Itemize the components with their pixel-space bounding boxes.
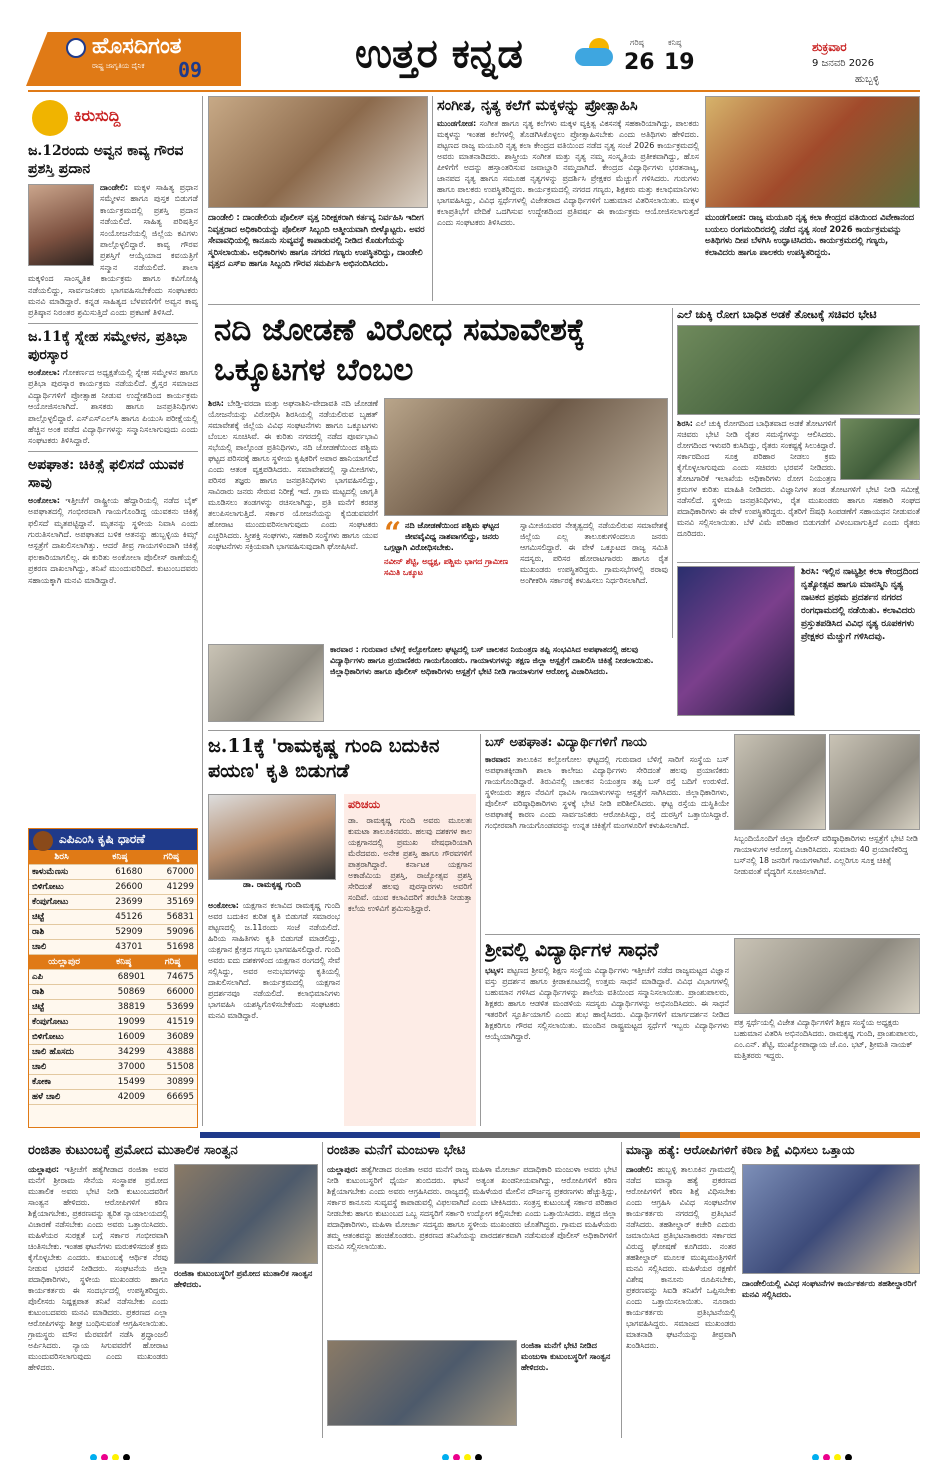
price-cell-max: 66000	[148, 985, 197, 1000]
price-cell-name: ಎಪಿ	[29, 970, 99, 985]
section-divider	[485, 934, 920, 935]
photo-caption: ದಾಂಡೇಲಿ : ದಾಂಡೇಲಿಯ ಪೊಲೀಸ್ ವೃತ್ತ ನಿರೀಕ್ಷಕರಾಗಿ ಕರ್ತವ್ಯ ನಿರ್ವಹಿಸಿ ಇದೀಗ ನಿವೃತ್ತರಾದ ಅಧಿಕಾರಿಯನ್ನು ಪೊಲೀಸ್ ಸಿಬ್ಬಂದಿ ಆತ್ಮೀಯವಾಗಿ ಬೀಳ್ಕೊಟ್ಟರು. ಅವರ ಸೇವಾವಧಿಯಲ್ಲಿ ಕಾನೂನು ಸುವ್ಯವಸ್ಥೆ ಕಾಪಾಡುವಲ್ಲಿ ನೀಡಿದ ಕೊಡುಗೆಯನ್ನು ಸ್ಮರಿಸಲಾಯಿತು. ಅಧಿಕಾರಿಗಳು ಹಾಗೂ ನಗರದ ಗಣ್ಯರು ಉಪಸ್ಥಿತರಿದ್ದು, ದಾಂಡೇಲಿ ವೃತ್ತದ ಎಸ್ಐ ಹಾಗೂ ಸಿಬ್ಬಂದಿ ಗೌರವ ಸಮರ್ಪಿಸಿ ಅಭಿನಂದಿಸಿದರು.	[208, 212, 425, 269]
stage-performance-photo	[677, 566, 795, 716]
dateline: ಮುಂಡಗೋಡ:	[437, 119, 477, 128]
price-cell-name: ಚಿಟ್ಟೆ	[29, 910, 94, 925]
news-body: ಇತ್ತೀಚೆಗೆ ರಾಷ್ಟ್ರೀಯ ಹೆದ್ದಾರಿಯಲ್ಲಿ ನಡೆದ ಬೈಕ್ ಅಪಘಾತದಲ್ಲಿ ಗಂಭೀರವಾಗಿ ಗಾಯಗೊಂಡಿದ್ದ ಯುವಕನು ಚಿಕಿತ್ಸೆ ಫಲಿಸದೆ ಮೃತಪಟ್ಟಿದ್ದಾನೆ. ಮೃತನನ್ನು ಸ್ಥಳೀಯ ನಿವಾಸಿ ಎಂದು ಗುರುತಿಸಲಾಗಿದೆ. ಅಪಘಾತದ ಬಳಿಕ ಆತನನ್ನು ಹುಬ್ಬಳ್ಳಿಯ ಕಿಮ್ಸ್ ಆಸ್ಪತ್ರೆಗೆ ದಾಖಲಿಸಲಾಗಿತ್ತು. ಆದರೆ ತೀವ್ರ ಗಾಯಗಳಿಂದಾಗಿ ಚಿಕಿತ್ಸೆ ಫಲಕಾರಿಯಾಗಲಿಲ್ಲ. ಈ ಕುರಿತು ಅಂಕೋಲಾ ಪೊಲೀಸ್ ಠಾಣೆಯಲ್ಲಿ ಪ್ರಕರಣ ದಾಖಲಾಗಿದ್ದು, ತನಿಖೆ ಮುಂದುವರಿದಿದೆ. ಕುಟುಂಬದವರು ಸಹಾಯಕ್ಕಾಗಿ ಮನವಿ ಮಾಡಿದ್ದಾರೆ.	[28, 494, 198, 585]
dateline: ಕಾರವಾರ:	[485, 755, 511, 764]
registration-marks-left	[88, 1446, 132, 1460]
news-body: ಹುಬ್ಬಳ್ಳಿ ತಾಲೂಕಿನ ಗ್ರಾಮದಲ್ಲಿ ನಡೆದ ಮಾನ್ಯಾ ಹತ್ಯೆ ಪ್ರಕರಣದ ಆರೋಪಿಗಳಿಗೆ ಕಠಿಣ ಶಿಕ್ಷೆ ವಿಧಿಸಬೇಕು ಎಂದು ಆಗ್ರಹಿಸಿ ವಿವಿಧ ಸಂಘಟನೆಗಳ ಕಾರ್ಯಕರ್ತರು ನಗರದಲ್ಲಿ ಪ್ರತಿಭಟನೆ ನಡೆಸಿದರು. ತಹಶೀಲ್ದಾರ್ ಕಚೇರಿ ಎದುರು ಜಮಾಯಿಸಿದ ಪ್ರತಿಭಟನಾಕಾರರು ಸರ್ಕಾರದ ವಿರುದ್ಧ ಘೋಷಣೆ ಕೂಗಿದರು. ನಂತರ ತಹಶೀಲ್ದಾರ್ ಮೂಲಕ ಮುಖ್ಯಮಂತ್ರಿಗಳಿಗೆ ಮನವಿ ಸಲ್ಲಿಸಿದರು. ಮಹಿಳೆಯರ ರಕ್ಷಣೆಗೆ ವಿಶೇಷ ಕಾನೂನು ರೂಪಿಸಬೇಕು, ಪ್ರಕರಣವನ್ನು ಸಿಐಡಿ ತನಿಖೆಗೆ ಒಪ್ಪಿಸಬೇಕು ಎಂದು ಒತ್ತಾಯಿಸಲಾಯಿತು. ನೂರಾರು ಕಾರ್ಯಕರ್ತರು ಪ್ರತಿಭಟನೆಯಲ್ಲಿ ಭಾಗವಹಿಸಿದ್ದರು. ಸಮಾಜದ ಮುಖಂಡರು ಮಾತನಾಡಿ ಘಟನೆಯನ್ನು ತೀವ್ರವಾಗಿ ಖಂಡಿಸಿದರು.	[626, 1165, 736, 1350]
police-farewell-story	[208, 96, 428, 301]
family-visit-photo	[174, 1164, 318, 1264]
item-divider	[28, 323, 198, 324]
price-cell-max: 51508	[148, 1060, 197, 1075]
left-column-divider	[202, 96, 203, 1126]
price-cell-min: 34299	[99, 1045, 148, 1060]
price-row	[29, 1090, 197, 1105]
price-row	[29, 1000, 197, 1015]
dateline: ಭಟ್ಕಳ:	[485, 966, 504, 975]
column-divider	[480, 734, 481, 1126]
column-divider	[672, 308, 673, 638]
logo-box	[36, 34, 236, 84]
price-row	[29, 1075, 197, 1090]
police-farewell-photo	[208, 96, 428, 208]
dance-drama-story	[677, 566, 920, 726]
hospital-photo	[208, 644, 324, 722]
photo-caption: ರಂಜಿತಾ ಮನೆಗೆ ಭೇಟಿ ನೀಡಿದ ಮಂಜುಳಾ ಕುಟುಂಬಸ್ಥರಿಗೆ ಸಾಂತ್ವನ ಹೇಳಿದರು.	[521, 1341, 611, 1372]
pointing-hand-icon	[32, 100, 68, 136]
news-body: ಮಕ್ಕಳ ಸಾಹಿತ್ಯ ಪ್ರಧಾನ ಸಮ್ಮೇಳನ ಹಾಗೂ ಪುಸ್ತಕ ಬಿಡುಗಡೆ ಕಾರ್ಯಕ್ರಮದಲ್ಲಿ ಪ್ರಶಸ್ತಿ ಪ್ರದಾನ ನಡೆಯಲಿದೆ. ಸಾಹಿತ್ಯ ಪರಿಷತ್ತಿನ ಸಂಯೋಜನೆಯಲ್ಲಿ ಜಿಲ್ಲೆಯ ಕವಿಗಳು ಪಾಲ್ಗೊಳ್ಳಲಿದ್ದಾರೆ. ಕಾವ್ಯ ಗೌರವ ಪ್ರಶಸ್ತಿಗೆ ಆಯ್ಕೆಯಾದ ಕವಯತ್ರಿಗೆ ಸನ್ಮಾನ ನಡೆಯಲಿದೆ. ಶಾಲಾ ಮಕ್ಕಳಿಂದ ಸಾಂಸ್ಕೃತಿಕ ಕಾರ್ಯಕ್ರಮ ಹಾಗೂ ಕವಿಗೋಷ್ಠಿ ನಡೆಯಲಿದ್ದು, ಸಾರ್ವಜನಿಕರು ಭಾಗವಹಿಸಬೇಕೆಂದು ಸಂಘಟಕರು ಮನವಿ ಮಾಡಿದ್ದಾರೆ. ಕನ್ನಡ ಸಾಹಿತ್ಯದ ಬೆಳವಣಿಗೆಗೆ ಅವ್ವನ ಕಾವ್ಯ ಪ್ರತಿಷ್ಠಾನ ನಿರಂತರ ಶ್ರಮಿಸುತ್ತಿದೆ ಎಂದು ಪ್ರಕಟಣೆ ತಿಳಿಸಿದೆ.	[28, 182, 198, 318]
price-row	[29, 1045, 197, 1060]
price-cell-min: 16009	[99, 1030, 148, 1045]
bus-photo-strip	[208, 644, 672, 726]
dateline: ಅಂಕೋಲಾ:	[208, 901, 239, 910]
kirusuddi-item-2	[28, 328, 198, 447]
price-cell-max: 56831	[146, 910, 197, 925]
price-cell-max: 51698	[146, 940, 197, 955]
dateline: ಶಿರಸಿ:	[677, 419, 693, 428]
price-cell-max: 41299	[146, 880, 197, 895]
item-divider	[28, 451, 198, 452]
price-cell-min: 45126	[94, 910, 145, 925]
students-award-photo	[734, 938, 920, 1014]
news-body: ತಾಲೂಕಿನ ಕಲ್ಪೋಗೋಲ ಘಟ್ಟದಲ್ಲಿ ಗುರುವಾರ ಬೆಳಿಗ್ಗೆ ಸಾರಿಗೆ ಸಂಸ್ಥೆಯ ಬಸ್ ಅಪಘಾತಕ್ಕೀಡಾಗಿ ಶಾಲಾ ಕಾಲೇಜು ವಿದ್ಯಾರ್ಥಿಗಳು ಸೇರಿದಂತೆ ಹಲವು ಪ್ರಯಾಣಿಕರು ಗಾಯಗೊಂಡಿದ್ದಾರೆ. ತಿರುವಿನಲ್ಲಿ ಚಾಲಕನ ನಿಯಂತ್ರಣ ತಪ್ಪಿ ಬಸ್ ರಸ್ತೆ ಬದಿಗೆ ಉರುಳಿದೆ. ಸ್ಥಳೀಯರು ತಕ್ಷಣ ನೆರವಿಗೆ ಧಾವಿಸಿ ಗಾಯಾಳುಗಳನ್ನು ಆಸ್ಪತ್ರೆಗೆ ಸಾಗಿಸಿದರು. ಜಿಲ್ಲಾಧಿಕಾರಿಗಳು, ಪೊಲೀಸ್ ವರಿಷ್ಠಾಧಿಕಾರಿಗಳು ಸ್ಥಳಕ್ಕೆ ಭೇಟಿ ನೀಡಿ ಪರಿಶೀಲಿಸಿದರು. ಘಟ್ಟ ರಸ್ತೆಯ ದುಸ್ಥಿತಿಯೇ ಅಪಘಾತಕ್ಕೆ ಕಾರಣ ಎಂದು ಸಾರ್ವಜನಿಕರು ಆರೋಪಿಸಿದ್ದು, ರಸ್ತೆ ದುರಸ್ತಿಗೆ ಒತ್ತಾಯಿಸಿದ್ದಾರೆ. ಗಂಭೀರವಾಗಿ ಗಾಯಗೊಂಡವರನ್ನು ಉನ್ನತ ಚಿಕಿತ್ಸೆಗೆ ಮಂಗಳೂರಿಗೆ ಕಳುಹಿಸಲಾಗಿದೆ.	[485, 755, 729, 830]
photo-caption: ಕಾರವಾರ : ಗುರುವಾರ ಬೆಳಗ್ಗೆ ಕಲ್ಪೋಗೋಲ ಘಟ್ಟದಲ್ಲಿ ಬಸ್ ಚಾಲಕನ ನಿಯಂತ್ರಣ ತಪ್ಪಿ ಸಂಭವಿಸಿದ ಅಪಘಾತದಲ್ಲಿ ಹಲವು ವಿದ್ಯಾರ್ಥಿಗಳು ಹಾಗೂ ಪ್ರಯಾಣಿಕರು ಗಾಯಗೊಂಡರು. ಗಾಯಾಳುಗಳನ್ನು ತಕ್ಷಣ ಜಿಲ್ಲಾ ಆಸ್ಪತ್ರೆಗೆ ದಾಖಲಿಸಿ ಚಿಕಿತ್ಸೆ ನೀಡಲಾಯಿತು. ಜಿಲ್ಲಾಧಿಕಾರಿಗಳು ಹಾಗೂ ಪೊಲೀಸ್ ಅಧಿಕಾರಿಗಳು ಆಸ್ಪತ್ರೆಗೆ ಭೇಟಿ ನೀಡಿ ಗಾಯಾಳುಗಳ ಆರೋಗ್ಯ ವಿಚಾರಿಸಿದರು.	[330, 645, 654, 676]
news-body: ಯಕ್ಷಗಾನ ಕಲಾವಿದ ರಾಮಕೃಷ್ಣ ಗುಂದಿ ಅವರ ಬದುಕಿನ ಕುರಿತ ಕೃತಿ ಬಿಡುಗಡೆ ಸಮಾರಂಭ ಪಟ್ಟಣದಲ್ಲಿ ಜ.11ರಂದು ಸಂಜೆ ನಡೆಯಲಿದೆ. ಹಿರಿಯ ಸಾಹಿತಿಗಳು ಕೃತಿ ಬಿಡುಗಡೆ ಮಾಡಲಿದ್ದು, ಯಕ್ಷಗಾನ ಕ್ಷೇತ್ರದ ಗಣ್ಯರು ಭಾಗವಹಿಸಲಿದ್ದಾರೆ. ಗುಂದಿ ಅವರು ಐದು ದಶಕಗಳಿಂದ ಯಕ್ಷಗಾನ ರಂಗದಲ್ಲಿ ಸೇವೆ ಸಲ್ಲಿಸಿದ್ದು, ಅವರ ಅನುಭವಗಳನ್ನು ಕೃತಿಯಲ್ಲಿ ದಾಖಲಿಸಲಾಗಿದೆ. ಕಾರ್ಯಕ್ರಮದಲ್ಲಿ ಯಕ್ಷಗಾನ ಪ್ರದರ್ಶನವೂ ನಡೆಯಲಿದೆ. ಕಲಾಭಿಮಾನಿಗಳು ಭಾಗವಹಿಸಿ ಯಶಸ್ವಿಗೊಳಿಸಬೇಕೆಂದು ಸಂಘಟಕರು ಮನವಿ ಮಾಡಿದ್ದಾರೆ.	[208, 901, 340, 1020]
price-cell-max: 35169	[146, 895, 197, 910]
yellapur-price-table: ಯಲ್ಲಾಪುರ ಕನಿಷ್ಠ ಗರಿಷ್ಠ ಎಪಿ 68901 74675 ರಾಶಿ 50869 66000 ಚಿಟ್ಟೆ 38819 53699 ಕೆಂಪುಗೋಟು 19099 41519 ಬಿಳಿಗೋಟು 16009 36089 ಚಾಲಿ ಹೊಸದು 34299 43888 ಚಾಲಿ 37000 51508 ಕೋಕಾ 15499 30899 ಹಳೆ ಚಾಲಿ 42009 66695	[29, 955, 197, 1105]
price-row	[29, 1015, 197, 1030]
edition-city: ಹುಬ್ಬಳ್ಳಿ	[855, 74, 880, 85]
news-headline[interactable]: ಎಲೆ ಚುಕ್ಕಿ ರೋಗ ಬಾಧಿತ ಅಡಕೆ ತೋಟಕ್ಕೆ ಸಚಿವರ ಭೇಟಿ	[677, 308, 877, 321]
weather-cloud-icon	[575, 38, 615, 68]
logo[interactable]: ಹೊಸದಿಗಂತ	[92, 34, 182, 59]
price-cell-name: ಬಿಳಿಗೋಟು	[29, 1030, 99, 1045]
price-cell-min: 68901	[99, 970, 148, 985]
photo-caption: ಮುಂಡಗೋಡ: ರಾಜ್ಯ ಮಯೂರಿ ನೃತ್ಯ ಕಲಾ ಕೇಂದ್ರದ ವತಿಯಿಂದ ವಿವೇಕಾನಂದ ಬಯಲು ರಂಗಮಂದಿರದಲ್ಲಿ ನಡೆದ ನೃತ್ಯ ಸಂಜೆ 2026 ಕಾರ್ಯಕ್ರಮವನ್ನು ಅತಿಥಿಗಳು ದೀಪ ಬೆಳಗಿಸಿ ಉದ್ಘಾಟಿಸಿದರು. ಕಾರ್ಯಕ್ರಮದಲ್ಲಿ ಗಣ್ಯರು, ಕಲಾವಿದರು ಹಾಗೂ ಪಾಲಕರು ಉಪಸ್ಥಿತರಿದ್ದರು.	[705, 212, 915, 257]
news-body: ಸಂಗೀತ ಹಾಗೂ ನೃತ್ಯ ಕಲೆಗಳು ಮಕ್ಕಳ ವ್ಯಕ್ತಿತ್ವ ವಿಕಸನಕ್ಕೆ ಸಹಕಾರಿಯಾಗಿದ್ದು, ಪಾಲಕರು ಮಕ್ಕಳನ್ನು ಇಂತಹ ಕಲೆಗಳಲ್ಲಿ ತೊಡಗಿಸಿಕೊಳ್ಳಲು ಪ್ರೋತ್ಸಾಹಿಸಬೇಕು ಎಂದು ಅತಿಥಿಗಳು ಹೇಳಿದರು. ಪಟ್ಟಣದ ರಾಜ್ಯ ಮಯೂರಿ ನೃತ್ಯ ಕಲಾ ಕೇಂದ್ರದ ವತಿಯಿಂದ ನಡೆದ ನೃತ್ಯ ಸಂಜೆ 2026 ಕಾರ್ಯಕ್ರಮದಲ್ಲಿ ಅವರು ಮಾತನಾಡಿದರು. ಶಾಸ್ತ್ರೀಯ ಸಂಗೀತ ಮತ್ತು ನೃತ್ಯ ನಮ್ಮ ಸಂಸ್ಕೃತಿಯ ಪ್ರತೀಕವಾಗಿದ್ದು, ಹೊಸ ಪೀಳಿಗೆಗೆ ಅದನ್ನು ಹಸ್ತಾಂತರಿಸುವ ಜವಾಬ್ದಾರಿ ನಮ್ಮದಾಗಿದೆ. ಕೇಂದ್ರದ ವಿದ್ಯಾರ್ಥಿಗಳು ಭರತನಾಟ್ಯ, ಜಾನಪದ ನೃತ್ಯ ಹಾಗೂ ಸಮೂಹ ನೃತ್ಯಗಳನ್ನು ಪ್ರದರ್ಶಿಸಿ ಪ್ರೇಕ್ಷಕರ ಮೆಚ್ಚುಗೆ ಗಳಿಸಿದರು. ಗುರುಗಳು ಹಾಗೂ ಪಾಲಕರು ಉಪಸ್ಥಿತರಿದ್ದರು. ಕಾರ್ಯಕ್ರಮದಲ್ಲಿ ನಗರದ ಗಣ್ಯರು, ಶಿಕ್ಷಕರು ಮತ್ತು ಕಲಾಭಿಮಾನಿಗಳು ಭಾಗವಹಿಸಿದ್ದು, ವಿವಿಧ ಸ್ಪರ್ಧೆಗಳಲ್ಲಿ ವಿಜೇತರಾದ ವಿದ್ಯಾರ್ಥಿಗಳಿಗೆ ಬಹುಮಾನ ವಿತರಿಸಲಾಯಿತು. ಮಕ್ಕಳ ಕಲಾಪ್ರತಿಭೆಗೆ ವೇದಿಕೆ ಒದಗಿಸುವ ಉದ್ದೇಶದಿಂದ ಪ್ರತಿವರ್ಷ ಈ ಕಾರ್ಯಕ್ರಮ ಆಯೋಜಿಸಲಾಗುತ್ತದೆ ಎಂದು ಸಂಘಟಕರು ತಿಳಿಸಿದರು.	[437, 119, 699, 227]
news-body: ಬೇಡ್ತಿ-ವರದಾ ಮತ್ತು ಅಘನಾಶಿನಿ-ವೇದಾವತಿ ನದಿ ಜೋಡಣೆ ಯೋಜನೆಯನ್ನು ವಿರೋಧಿಸಿ ಶಿರಸಿಯಲ್ಲಿ ನಡೆಯಲಿರುವ ಬೃಹತ್ ಸಮಾವೇಶಕ್ಕೆ ಜಿಲ್ಲೆಯ ವಿವಿಧ ಸಂಘಟನೆಗಳು ಹಾಗೂ ಒಕ್ಕೂಟಗಳು ಬೆಂಬಲ ಸೂಚಿಸಿವೆ. ಈ ಕುರಿತು ನಗರದಲ್ಲಿ ನಡೆದ ಪೂರ್ವಭಾವಿ ಸಭೆಯಲ್ಲಿ ಪಾಲ್ಗೊಂಡ ಪ್ರತಿನಿಧಿಗಳು, ನದಿ ಜೋಡಣೆಯಿಂದ ಪಶ್ಚಿಮ ಘಟ್ಟದ ಪರಿಸರಕ್ಕೆ ಹಾಗೂ ಸ್ಥಳೀಯ ಕೃಷಿಕರಿಗೆ ಅಪಾರ ಹಾನಿಯಾಗಲಿದೆ ಎಂದು ಆತಂಕ ವ್ಯಕ್ತಪಡಿಸಿದರು. ಸಮಾವೇಶದಲ್ಲಿ ಸ್ವಾಮೀಜಿಗಳು, ಪರಿಸರ ತಜ್ಞರು ಹಾಗೂ ಜನಪ್ರತಿನಿಧಿಗಳು ಭಾಗವಹಿಸಲಿದ್ದು, ಸಾವಿರಾರು ಜನರು ಸೇರುವ ನಿರೀಕ್ಷೆ ಇದೆ. ಗ್ರಾಮ ಮಟ್ಟದಲ್ಲಿ ಜಾಗೃತಿ ಮೂಡಿಸಲು ತಂಡಗಳನ್ನು ರಚಿಸಲಾಗಿದ್ದು, ಪ್ರತಿ ಮನೆಗೆ ಕರಪತ್ರ ತಲುಪಿಸಲಾಗುತ್ತಿದೆ. ಸರ್ಕಾರ ಯೋಜನೆಯನ್ನು ಕೈಬಿಡುವವರೆಗೆ ಹೋರಾಟ ಮುಂದುವರಿಸಲಾಗುವುದು ಎಂದು ಸಂಘಟಕರು ಎಚ್ಚರಿಸಿದರು. ಸ್ತ್ರೀಶಕ್ತಿ ಸಂಘಗಳು, ಸಹಕಾರಿ ಸಂಸ್ಥೆಗಳು ಹಾಗೂ ಯುವ ಸಂಘಟನೆಗಳು ಸಕ್ರಿಯವಾಗಿ ಭಾಗವಹಿಸುವುದಾಗಿ ಘೋಷಿಸಿವೆ.	[208, 399, 378, 551]
price-cell-max: 66695	[148, 1090, 197, 1105]
price-cell-name: ಕೋಕಾ	[29, 1075, 99, 1090]
minister-visit-photo	[840, 418, 920, 480]
dance-group-photo	[705, 96, 920, 208]
photo-caption: ರಂಜಿತಾ ಕುಟುಂಬಸ್ಥರಿಗೆ ಪ್ರಮೋದ ಮುತಾಲಿಕ ಸಾಂತ್ವನ ಹೇಳಿದರು.	[174, 1269, 313, 1289]
sirsi-price-table: ಶಿರಸಿ ಕನಿಷ್ಠ ಗರಿಷ್ಠ ಕಾಳುಮೆಣಸು 61680 67000 ಬಿಳಿಗೋಟು 26600 41299 ಕೆಂಪುಗೋಟು 23699 35169 ಚಿಟ್ಟೆ 45126 56831 ರಾಶಿ 52909 59096 ಚಾಲಿ 43701 51698	[29, 850, 197, 955]
price-row	[29, 985, 197, 1000]
news-headline[interactable]: ಜ.11ಕ್ಕೆ 'ರಾಮಕೃಷ್ಣ ಗುಂದಿ ಬದುಕಿನ ಪಯಣ' ಕೃತಿ ಬಿಡುಗಡೆ	[208, 735, 440, 782]
masthead	[0, 0, 945, 92]
page-number: 09	[178, 58, 203, 82]
news-headline[interactable]: ಬಸ್ ಅಪಘಾತ: ವಿದ್ಯಾರ್ಥಿಗಳಿಗೆ ಗಾಯ	[485, 735, 647, 750]
kirusuddi-item-1	[28, 142, 198, 319]
news-headline[interactable]: ಜ.11ಕ್ಕೆ ಸ್ನೇಹ ಸಮ್ಮೇಳನ, ಪ್ರತಿಭಾ ಪುರಸ್ಕಾರ	[28, 328, 188, 363]
news-headline[interactable]: ಶ್ರೀವಲ್ಲಿ ವಿದ್ಯಾರ್ಥಿಗಳ ಸಾಧನೆ	[485, 939, 659, 961]
price-cell-name: ಬಿಳಿಗೋಟು	[29, 880, 94, 895]
market-name-yellapur: ಯಲ್ಲಾಪುರ	[29, 955, 99, 970]
author-portrait	[28, 184, 94, 266]
price-cell-max: 53699	[148, 1000, 197, 1015]
price-cell-min: 43701	[94, 940, 145, 955]
apmc-price-box	[28, 828, 198, 1128]
price-cell-min: 42009	[99, 1090, 148, 1105]
lead-story	[208, 308, 668, 638]
protest-photo	[742, 1164, 920, 1274]
price-cell-min: 23699	[94, 895, 145, 910]
photo-caption: ಶಿರಸಿ: ಇಲ್ಲಿನ ನಾಟ್ಯಶ್ರೀ ಕಲಾ ಕೇಂದ್ರದಿಂದ ನೃತ್ಯೋತ್ಸವ ಹಾಗೂ ಮಾನಸ್ಮಿನಿ ನೃತ್ಯ ನಾಟಕದ ಪ್ರಥಮ ಪ್ರದರ್ಶನ ನಗರದ ರಂಗಧಾಮದಲ್ಲಿ ನಡೆಯಿತು. ಕಲಾವಿದರು ಪ್ರಸ್ತುತಪಡಿಸಿದ ವಿವಿಧ ನೃತ್ಯ ರೂಪಕಗಳು ಪ್ರೇಕ್ಷಕರ ಮೆಚ್ಚುಗೆ ಗಳಿಸಿದವು.	[801, 567, 919, 642]
price-cell-name: ರಾಶಿ	[29, 985, 99, 1000]
price-cell-max: 41519	[148, 1015, 197, 1030]
dateline: ದಾಂಡೇಲಿ:	[626, 1165, 654, 1174]
market-name-sirsi: ಶಿರಸಿ	[29, 850, 94, 865]
dateline: ಯಲ್ಲಾಪುರ:	[327, 1165, 359, 1174]
price-cell-name: ಕಾಳುಮೆಣಸು	[29, 865, 94, 880]
price-cell-min: 15499	[99, 1075, 148, 1090]
photo-caption: ಸಿಬ್ಬಂದಿಯೊಂದಿಗೆ ಜಿಲ್ಲಾ ಪೊಲೀಸ್ ವರಿಷ್ಠಾಧಿಕಾರಿಗಳು ಆಸ್ಪತ್ರೆಗೆ ಭೇಟಿ ನೀಡಿ ಗಾಯಾಳುಗಳ ಆರೋಗ್ಯ ವಿಚಾರಿಸಿದರು. ಸುಮಾರು 40 ಪ್ರಯಾಣಿಕರಿದ್ದ ಬಸ್‌ನಲ್ಲಿ 18 ಜನರಿಗೆ ಗಾಯಗಳಾಗಿವೆ. ಎಲ್ಲರಿಗೂ ಸೂಕ್ತ ಚಿಕಿತ್ಸೆ ನೀಡುವಂತೆ ವೈದ್ಯರಿಗೆ ಸೂಚಿಸಲಾಗಿದೆ.	[734, 834, 918, 876]
book-release-story	[208, 734, 476, 1126]
dance-photo-box	[705, 96, 920, 301]
max-temp: 26	[624, 50, 655, 75]
price-cell-min: 37000	[99, 1060, 148, 1075]
price-cell-name: ಕೆಂಪುಗೋಟು	[29, 1015, 99, 1030]
officials-visit-photo	[734, 734, 826, 830]
dateline: ಯಲ್ಲಾಪುರ:	[28, 1165, 60, 1174]
price-row	[29, 910, 197, 925]
quote-text: ನದಿ ಜೋಡಣೆಯಿಂದ ಪಶ್ಚಿಮ ಘಟ್ಟದ ಜೀವವೈವಿಧ್ಯ ನಾಶವಾಗಲಿದ್ದು, ಜನರು ಒಗ್ಗಟ್ಟಾಗಿ ವಿರೋಧಿಸಬೇಕು.	[384, 521, 500, 552]
lead-event-photo	[384, 398, 668, 516]
bottom-story-2	[327, 1142, 617, 1438]
registration-marks-right	[810, 1446, 854, 1460]
dateline: ಅಂಕೋಲಾ:	[28, 494, 61, 505]
price-cell-min: 26600	[94, 880, 145, 895]
price-row	[29, 865, 197, 880]
photo-caption: ಪತ್ರ ಸ್ಪರ್ಧೆಯಲ್ಲಿ ವಿಜೇತ ವಿದ್ಯಾರ್ಥಿಗಳಿಗೆ ಶಿಕ್ಷಣ ಸಂಸ್ಥೆಯ ಅಧ್ಯಕ್ಷರು ಬಹುಮಾನ ವಿತರಿಸಿ ಅಭಿನಂದಿಸಿದರು. ರಾಮಕೃಷ್ಣ ಗುಂದಿ, ಪ್ರಾಂಶುಪಾಲರು, ಎಂ.ಎನ್. ಶೆಟ್ಟಿ, ಮುಖ್ಯೋಪಾಧ್ಯಾಯ ಜೆ.ಎಂ. ಭಟ್, ಶ್ರೀಮತಿ ನಾಯಕ್ ಮತ್ತಿತರರು ಇದ್ದರು.	[734, 1018, 919, 1060]
price-cell-name: ಹಳೆ ಚಾಲಿ	[29, 1090, 99, 1105]
logo-emblem-icon	[66, 38, 86, 58]
price-cell-name: ಚಾಲಿ	[29, 940, 94, 955]
news-headline[interactable]: ರಂಜಿತಾ ಕುಟುಂಬಕ್ಕೆ ಪ್ರಮೋದ ಮುತಾಲಿಕ ಸಾಂತ್ವನ	[28, 1143, 238, 1158]
quote-box	[384, 520, 514, 635]
quote-author: ನವೀನ್ ಶೆಟ್ಟಿ, ಅಧ್ಯಕ್ಷ, ಪಶ್ಚಿಮ ಭಾಗದ ಗ್ರಾಮೀಣ ಸಮಿತಿ ಒಕ್ಕೂಟ	[384, 557, 509, 577]
price-row	[29, 970, 197, 985]
news-body: ಪಟ್ಟಣದ ಶ್ರೀವಲ್ಲಿ ಶಿಕ್ಷಣ ಸಂಸ್ಥೆಯ ವಿದ್ಯಾರ್ಥಿಗಳು ಇತ್ತೀಚೆಗೆ ನಡೆದ ರಾಜ್ಯಮಟ್ಟದ ವಿಜ್ಞಾನ ವಸ್ತು ಪ್ರದರ್ಶನ ಹಾಗೂ ಕ್ರೀಡಾಕೂಟದಲ್ಲಿ ಉತ್ತಮ ಸಾಧನೆ ಮಾಡಿದ್ದಾರೆ. ವಿವಿಧ ವಿಭಾಗಗಳಲ್ಲಿ ಬಹುಮಾನ ಗಳಿಸಿದ ವಿದ್ಯಾರ್ಥಿಗಳನ್ನು ಶಾಲೆಯ ವತಿಯಿಂದ ಸನ್ಮಾನಿಸಲಾಯಿತು. ಪ್ರಾಂಶುಪಾಲರು, ಶಿಕ್ಷಕರು ಹಾಗೂ ಆಡಳಿತ ಮಂಡಳಿಯ ಸದಸ್ಯರು ವಿದ್ಯಾರ್ಥಿಗಳನ್ನು ಅಭಿನಂದಿಸಿದರು. ಈ ಸಾಧನೆ ಇತರರಿಗೆ ಸ್ಫೂರ್ತಿಯಾಗಲಿ ಎಂದು ಶುಭ ಹಾರೈಸಿದರು. ವಿದ್ಯಾರ್ಥಿಗಳಿಗೆ ಮಾರ್ಗದರ್ಶನ ನೀಡಿದ ಶಿಕ್ಷಕರಿಗೂ ಗೌರವ ಸಲ್ಲಿಸಲಾಯಿತು. ಮುಂದಿನ ರಾಷ್ಟ್ರಮಟ್ಟದ ಸ್ಪರ್ಧೆಗೆ ಇಬ್ಬರು ವಿದ್ಯಾರ್ಥಿಗಳು ಆಯ್ಕೆಯಾಗಿದ್ದಾರೆ.	[485, 966, 729, 1041]
price-row	[29, 895, 197, 910]
photo-caption: ದಾಂಡೇಲಿಯಲ್ಲಿ ವಿವಿಧ ಸಂಘಟನೆಗಳ ಕಾರ್ಯಕರ್ತರು ತಹಶೀಲ್ದಾರರಿಗೆ ಮನವಿ ಸಲ್ಲಿಸಿದರು.	[742, 1279, 917, 1299]
price-cell-name: ಕೆಂಪುಗೋಟು	[29, 895, 94, 910]
column-divider	[621, 1142, 622, 1438]
photo-label: ಡಾ. ರಾಮಕೃಷ್ಣ ಗುಂದಿ	[243, 880, 301, 889]
kirusuddi-column	[28, 96, 198, 716]
price-cell-name: ಚಾಲಿ	[29, 1060, 99, 1075]
price-row	[29, 925, 197, 940]
price-cell-min: 50869	[99, 985, 148, 1000]
price-cell-max: 43888	[148, 1045, 197, 1060]
news-body-continued: ಸ್ವಾಮೀಜಿಯವರ ನೇತೃತ್ವದಲ್ಲಿ ನಡೆಯಲಿರುವ ಸಮಾವೇಶಕ್ಕೆ ಜಿಲ್ಲೆಯ ಎಲ್ಲ ತಾಲೂಕುಗಳಿಂದಲೂ ಜನರು ಆಗಮಿಸಲಿದ್ದಾರೆ. ಈ ವೇಳೆ ಒಕ್ಕೂಟದ ರಾಜ್ಯ ಸಮಿತಿ ಸದಸ್ಯರು, ಪರಿಸರ ಹೋರಾಟಗಾರರು ಹಾಗೂ ರೈತ ಮುಖಂಡರು ಉಪಸ್ಥಿತರಿದ್ದರು. ಗ್ರಾಮಸಭೆಗಳಲ್ಲಿ ಠರಾವು ಅಂಗೀಕರಿಸಿ ಸರ್ಕಾರಕ್ಕೆ ಕಳುಹಿಸಲು ನಿರ್ಧರಿಸಲಾಗಿದೆ.	[520, 521, 668, 585]
bus-accident-story	[485, 734, 729, 930]
price-cell-name: ರಾಶಿ	[29, 925, 94, 940]
news-headline[interactable]: ಜ.12ರಂದು ಅವ್ವನ ಕಾವ್ಯ ಗೌರವ ಪ್ರಶಸ್ತಿ ಪ್ರದಾನ	[28, 143, 184, 177]
news-headline[interactable]: ಅಪಘಾತ: ಚಿಕಿತ್ಸೆ ಫಲಿಸದೆ ಯುವಕ ಸಾವು	[28, 456, 184, 491]
section-divider	[208, 730, 920, 731]
arecanut-icon	[33, 831, 53, 851]
dateline: ದಾಂಡೇಲಿ:	[100, 182, 129, 192]
kirusuddi-item-3	[28, 456, 198, 586]
news-body: ಇತ್ತೀಚೆಗೆ ಹತ್ಯೆಗೀಡಾದ ರಂಜಿತಾ ಅವರ ಮನೆಗೆ ಶ್ರೀರಾಮ ಸೇನೆಯ ಸಂಸ್ಥಾಪಕ ಪ್ರಮೋದ ಮುತಾಲಿಕ ಅವರು ಭೇಟಿ ನೀಡಿ ಕುಟುಂಬದವರಿಗೆ ಸಾಂತ್ವನ ಹೇಳಿದರು. ಆರೋಪಿಗಳಿಗೆ ಕಠಿಣ ಶಿಕ್ಷೆಯಾಗಬೇಕು, ಪ್ರಕರಣವನ್ನು ತ್ವರಿತ ನ್ಯಾಯಾಲಯದಲ್ಲಿ ವಿಚಾರಣೆ ನಡೆಸಬೇಕು ಎಂದು ಅವರು ಒತ್ತಾಯಿಸಿದರು. ಮಹಿಳೆಯರ ಸುರಕ್ಷತೆ ಬಗ್ಗೆ ಸರ್ಕಾರ ಗಂಭೀರವಾಗಿ ಚಿಂತಿಸಬೇಕು. ಇಂತಹ ಘಟನೆಗಳು ಮರುಕಳಿಸದಂತೆ ಕ್ರಮ ಕೈಗೊಳ್ಳಬೇಕು ಎಂದರು. ಕುಟುಂಬಕ್ಕೆ ಆರ್ಥಿಕ ನೆರವು ನೀಡುವ ಭರವಸೆ ನೀಡಿದರು. ಸಂಘಟನೆಯ ಜಿಲ್ಲಾ ಪದಾಧಿಕಾರಿಗಳು, ಸ್ಥಳೀಯ ಮುಖಂಡರು ಹಾಗೂ ಕಾರ್ಯಕರ್ತರು ಈ ಸಂದರ್ಭದಲ್ಲಿ ಉಪಸ್ಥಿತರಿದ್ದರು. ಪೊಲೀಸರು ನಿಷ್ಪಕ್ಷಪಾತ ತನಿಖೆ ನಡೆಸಬೇಕು ಎಂದು ಕುಟುಂಬದವರು ಮನವಿ ಮಾಡಿದರು. ಪ್ರಕರಣದ ಎಲ್ಲಾ ಆರೋಪಿಗಳನ್ನು ಶೀಘ್ರ ಬಂಧಿಸುವಂತೆ ಆಗ್ರಹಿಸಲಾಯಿತು. ಗ್ರಾಮಸ್ಥರು ಮೌನ ಮೆರವಣಿಗೆ ನಡೆಸಿ ಶ್ರದ್ಧಾಂಜಲಿ ಅರ್ಪಿಸಿದರು. ನ್ಯಾಯ ಸಿಗುವವರೆಗೆ ಹೋರಾಟ ಮುಂದುವರಿಸಲಾಗುವುದು ಎಂದು ಮುಖಂಡರು ಹೇಳಿದರು.	[28, 1165, 168, 1372]
news-headline[interactable]: ಮಾನ್ಯಾ ಹತ್ಯೆ: ಆರೋಪಿಗಳಿಗೆ ಕಠಿಣ ಶಿಕ್ಷೆ ವಿಧಿಸಲು ಒತ್ತಾಯ	[626, 1143, 855, 1157]
price-cell-max: 30899	[148, 1075, 197, 1090]
price-cell-name: ಚಿಟ್ಟೆ	[29, 1000, 99, 1015]
apmc-title: ಎಪಿಎಂಸಿ ಕೃಷಿ ಧಾರಣೆ	[29, 829, 197, 850]
home-visit-photo	[327, 1340, 517, 1426]
bottom-story-1	[28, 1142, 318, 1438]
section-color-bar	[200, 1132, 920, 1138]
price-cell-max: 59096	[146, 925, 197, 940]
author-portrait	[208, 794, 336, 880]
section-title: ಉತ್ತರ ಕನ್ನಡ	[355, 30, 523, 77]
price-row	[29, 940, 197, 955]
logo-tagline: ರಾಷ್ಟ್ರ ಜಾಗೃತಿಯ ದೈನಿಕ	[92, 62, 145, 70]
news-body: ಗೋಕರ್ಣದ ಅಧ್ಯಕ್ಷತೆಯಲ್ಲಿ ಸ್ನೇಹ ಸಮ್ಮೇಳನ ಹಾಗೂ ಪ್ರತಿಭಾ ಪುರಸ್ಕಾರ ಕಾರ್ಯಕ್ರಮ ನಡೆಯಲಿದೆ. ಕ್ರೈಸ್ತರ ಸಮಾಜದ ವಿದ್ಯಾರ್ಥಿಗಳಿಗೆ ಪ್ರೋತ್ಸಾಹ ನೀಡುವ ಉದ್ದೇಶದಿಂದ ಕಾರ್ಯಕ್ರಮ ಆಯೋಜಿಸಲಾಗಿದೆ. ಶಾಸಕರು ಹಾಗೂ ಜನಪ್ರತಿನಿಧಿಗಳು ಪಾಲ್ಗೊಳ್ಳಲಿದ್ದಾರೆ. ಎಸ್ಎಸ್ಎಲ್‌ಸಿ ಹಾಗೂ ಪಿಯುಸಿ ಪರೀಕ್ಷೆಯಲ್ಲಿ ಹೆಚ್ಚಿನ ಅಂಕ ಪಡೆದ ವಿದ್ಯಾರ್ಥಿಗಳನ್ನು ಸನ್ಮಾನಿಸಲಾಗುವುದು ಎಂದು ಸಂಘಟಕರು ತಿಳಿಸಿದ್ದಾರೆ.	[28, 366, 198, 446]
profile-box	[344, 794, 476, 1126]
kirusuddi-label: ಕಿರುಸುದ್ದಿ	[74, 106, 121, 125]
dateline: ಅಂಕೋಲಾ:	[28, 366, 61, 377]
price-cell-max: 67000	[146, 865, 197, 880]
price-cell-min: 19099	[99, 1015, 148, 1030]
issue-date: 9 ಜನವರಿ 2026	[812, 58, 875, 69]
min-temp: 19	[664, 50, 695, 75]
lead-headline[interactable]: ನದಿ ಜೋಡಣೆ ವಿರೋಧ ಸಮಾವೇಶಕ್ಕೆ ಒಕ್ಕೂಟಗಳ ಬೆಂಬಲ	[214, 312, 586, 388]
section-divider	[677, 562, 920, 563]
price-cell-min: 52909	[94, 925, 145, 940]
leaf-disease-story	[677, 308, 920, 560]
news-headline[interactable]: ರಂಜಿತಾ ಮನೆಗೆ ಮಂಜುಳಾ ಭೇಟಿ	[327, 1143, 466, 1158]
dateline: ಶಿರಸಿ:	[208, 399, 224, 408]
price-cell-max: 36089	[148, 1030, 197, 1045]
masthead-divider	[28, 90, 920, 92]
news-body: ಹತ್ಯೆಗೀಡಾದ ರಂಜಿತಾ ಅವರ ಮನೆಗೆ ರಾಜ್ಯ ಮಹಿಳಾ ಮೋರ್ಚಾ ಪದಾಧಿಕಾರಿ ಮಂಜುಳಾ ಅವರು ಭೇಟಿ ನೀಡಿ ಕುಟುಂಬಸ್ಥರಿಗೆ ಧೈರ್ಯ ತುಂಬಿದರು. ಘಟನೆ ಅತ್ಯಂತ ಖಂಡನೀಯವಾಗಿದ್ದು, ಆರೋಪಿಗಳಿಗೆ ಕಠಿಣ ಶಿಕ್ಷೆಯಾಗಬೇಕು ಎಂದು ಅವರು ಆಗ್ರಹಿಸಿದರು. ರಾಜ್ಯದಲ್ಲಿ ಮಹಿಳೆಯರ ಮೇಲಿನ ದೌರ್ಜನ್ಯ ಪ್ರಕರಣಗಳು ಹೆಚ್ಚುತ್ತಿದ್ದು, ಸರ್ಕಾರ ಕಾನೂನು ಸುವ್ಯವಸ್ಥೆ ಕಾಪಾಡುವಲ್ಲಿ ವಿಫಲವಾಗಿದೆ ಎಂದು ಟೀಕಿಸಿದರು. ಸಂತ್ರಸ್ತ ಕುಟುಂಬಕ್ಕೆ ಸರ್ಕಾರ ಪರಿಹಾರ ನೀಡಬೇಕು ಹಾಗೂ ಕುಟುಂಬದ ಒಬ್ಬ ಸದಸ್ಯರಿಗೆ ಸರ್ಕಾರಿ ಉದ್ಯೋಗ ಕಲ್ಪಿಸಬೇಕು ಎಂದು ಒತ್ತಾಯಿಸಿದರು. ಪಕ್ಷದ ಜಿಲ್ಲಾ ಪದಾಧಿಕಾರಿಗಳು, ಮಹಿಳಾ ಮೋರ್ಚಾ ಸದಸ್ಯರು ಹಾಗೂ ಸ್ಥಳೀಯ ಮುಖಂಡರು ಜೊತೆಗಿದ್ದರು. ಗ್ರಾಮದ ಮಹಿಳೆಯರು ತಮ್ಮ ಆತಂಕವನ್ನು ಹಂಚಿಕೊಂಡರು. ಪ್ರಕರಣದ ತನಿಖೆಯನ್ನು ಪಾರದರ್ಶಕವಾಗಿ ನಡೆಸುವಂತೆ ಪೊಲೀಸ್ ಅಧಿಕಾರಿಗಳಿಗೆ ಮನವಿ ಸಲ್ಲಿಸಲಾಯಿತು.	[327, 1165, 617, 1251]
ward-photo	[829, 734, 920, 830]
srivalli-photo-box	[734, 938, 920, 1126]
bus-accident-photos	[734, 734, 920, 930]
price-cell-max: 74675	[148, 970, 197, 985]
quote-mark-icon: “	[384, 520, 402, 551]
column-divider	[322, 1142, 323, 1438]
news-body: ಎಲೆ ಚುಕ್ಕಿ ರೋಗದಿಂದ ಬಾಧಿತವಾದ ಅಡಕೆ ತೋಟಗಳಿಗೆ ಸಚಿವರು ಭೇಟಿ ನೀಡಿ ರೈತರ ಸಮಸ್ಯೆಗಳನ್ನು ಆಲಿಸಿದರು. ರೋಗದಿಂದ ಇಳುವರಿ ಕುಸಿದಿದ್ದು, ರೈತರು ಸಂಕಷ್ಟಕ್ಕೆ ಸಿಲುಕಿದ್ದಾರೆ. ಸರ್ಕಾರದಿಂದ ಸೂಕ್ತ ಪರಿಹಾರ ನೀಡಲು ಕ್ರಮ ಕೈಗೊಳ್ಳಲಾಗುವುದು ಎಂದು ಸಚಿವರು ಭರವಸೆ ನೀಡಿದರು. ತೋಟಗಾರಿಕೆ ಇಲಾಖೆಯ ಅಧಿಕಾರಿಗಳು ರೋಗ ನಿಯಂತ್ರಣ ಕ್ರಮಗಳ ಕುರಿತು ಮಾಹಿತಿ ನೀಡಿದರು. ವಿಜ್ಞಾನಿಗಳ ತಂಡ ತೋಟಗಳಿಗೆ ಭೇಟಿ ನೀಡಿ ಸಮೀಕ್ಷೆ ನಡೆಸಲಿದೆ. ಸ್ಥಳೀಯ ಜನಪ್ರತಿನಿಧಿಗಳು, ರೈತ ಮುಖಂಡರು ಹಾಗೂ ಸಹಕಾರಿ ಸಂಘದ ಪದಾಧಿಕಾರಿಗಳು ಈ ವೇಳೆ ಉಪಸ್ಥಿತರಿದ್ದರು. ರೈತರಿಗೆ ಔಷಧಿ ಸಿಂಪಡಣೆಗೆ ಸಹಾಯಧನ ನೀಡುವಂತೆ ಮನವಿ ಸಲ್ಲಿಸಲಾಯಿತು. ಬೆಳೆ ವಿಮೆ ಪರಿಹಾರ ಬಿಡುಗಡೆಗೆ ವಿಳಂಬವಾಗುತ್ತಿದೆ ಎಂದು ರೈತರು ದೂರಿದರು.	[677, 419, 920, 538]
section-divider	[208, 304, 920, 305]
profile-title: ಪರಿಚಯ	[348, 798, 381, 811]
profile-photo-box	[208, 794, 336, 894]
news-headline[interactable]: ಸಂಗೀತ, ನೃತ್ಯ ಕಲೆಗೆ ಮಕ್ಕಳನ್ನು ಪ್ರೋತ್ಸಾಹಿಸಿ	[437, 97, 638, 114]
bottom-story-3	[626, 1142, 920, 1438]
arecanut-farm-photo	[677, 325, 920, 415]
registration-marks-center	[440, 1446, 484, 1460]
music-dance-story	[437, 96, 699, 301]
price-row	[29, 880, 197, 895]
price-cell-name: ಚಾಲಿ ಹೊಸದು	[29, 1045, 99, 1060]
price-row	[29, 1060, 197, 1075]
kirusuddi-header	[28, 96, 198, 142]
price-cell-min: 38819	[99, 1000, 148, 1015]
profile-text: ಡಾ. ರಾಮಕೃಷ್ಣ ಗುಂದಿ ಅವರು ಮೂಲತಃ ಕುಮಟಾ ತಾಲೂಕಿನವರು. ಹಲವು ದಶಕಗಳ ಕಾಲ ಯಕ್ಷಗಾನದಲ್ಲಿ ಪ್ರಮುಖ ವೇಷಧಾರಿಯಾಗಿ ಮೆರೆದವರು. ಅನೇಕ ಪ್ರಶಸ್ತಿ ಹಾಗೂ ಗೌರವಗಳಿಗೆ ಪಾತ್ರರಾಗಿದ್ದಾರೆ. ಕರ್ನಾಟಕ ಯಕ್ಷಗಾನ ಅಕಾಡೆಮಿಯ ಪ್ರಶಸ್ತಿ, ರಾಜ್ಯೋತ್ಸವ ಪ್ರಶಸ್ತಿ ಸೇರಿದಂತೆ ಹಲವು ಪುರಸ್ಕಾರಗಳು ಅವರಿಗೆ ಸಂದಿವೆ. ಯುವ ಕಲಾವಿದರಿಗೆ ತರಬೇತಿ ನೀಡುತ್ತಾ ಕಲೆಯ ಉಳಿವಿಗೆ ಶ್ರಮಿಸುತ್ತಿದ್ದಾರೆ.	[348, 816, 472, 913]
price-row	[29, 1030, 197, 1045]
price-cell-min: 61680	[94, 865, 145, 880]
column-divider	[432, 96, 433, 301]
max-temp-label: ಗರಿಷ್ಠ	[630, 38, 644, 47]
day-name: ಶುಕ್ರವಾರ	[812, 40, 847, 54]
min-temp-label: ಕನಿಷ್ಠ	[668, 38, 682, 47]
srivalli-story	[485, 938, 729, 1126]
